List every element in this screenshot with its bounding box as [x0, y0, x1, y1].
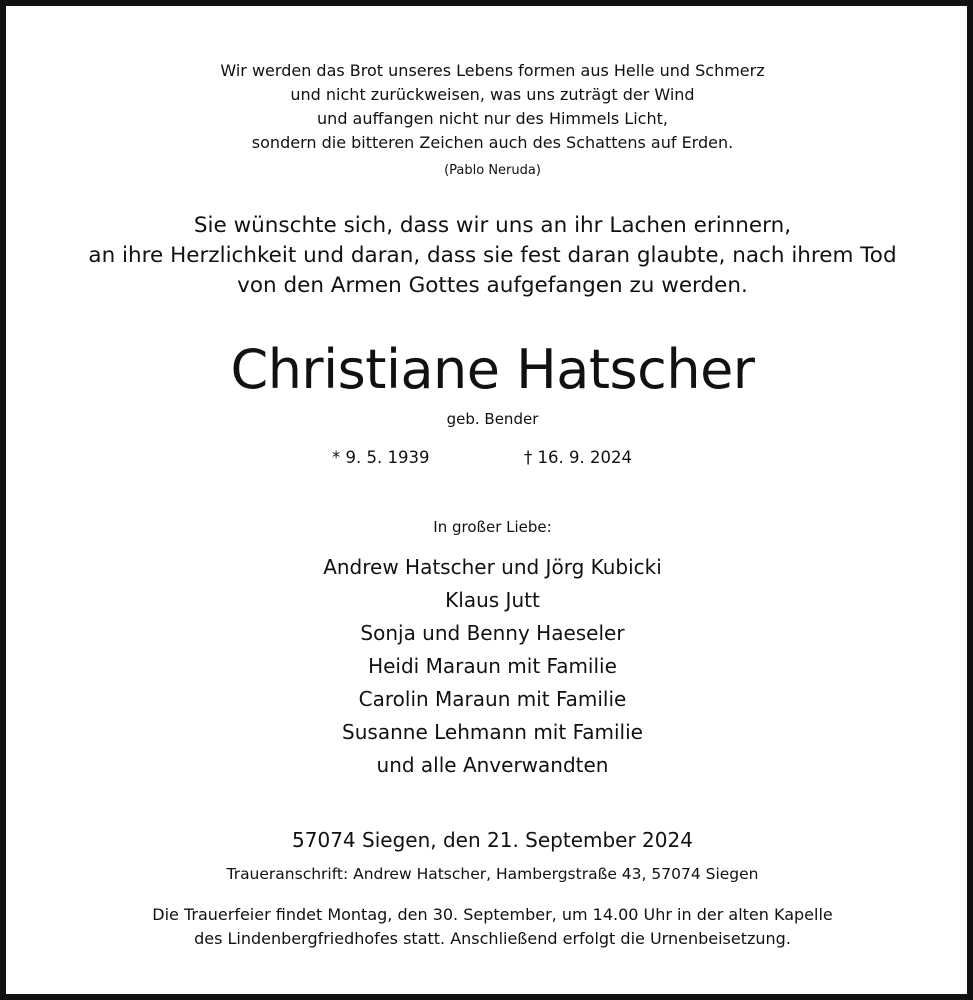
ceremony-line: Die Trauerfeier findet Montag, den 30. September, um 14.00 Uhr in der alten Kapelle [152, 905, 833, 924]
mourner-name: Sonja und Benny Haeseler [360, 621, 625, 645]
intro-line: an ihre Herzlichkeit und daran, dass sie fest daran glaubte, nach ihrem Tod [88, 243, 897, 268]
poem-line: sondern die bitteren Zeichen auch des Schattens auf Erden. [251, 133, 734, 152]
ceremony-line: des Lindenbergfriedhofes statt. Anschließend erfolgt die Urnenbeisetzung. [194, 929, 791, 948]
mourner-name: Andrew Hatscher und Jörg Kubicki [323, 555, 662, 579]
death-date: † 16. 9. 2024 [524, 448, 632, 467]
birth-name: geb. Bender [446, 410, 539, 428]
poem-line: und nicht zurückweisen, was uns zuträgt der Wind [290, 85, 695, 104]
birth-date: * 9. 5. 1939 [332, 448, 430, 467]
poem-line: und auffangen nicht nur des Himmels Licht, [317, 109, 668, 128]
intro-line: von den Armen Gottes aufgefangen zu werden. [237, 273, 748, 298]
mourning-address: Traueranschrift: Andrew Hatscher, Hambergstraße 43, 57074 Siegen [226, 865, 759, 883]
mourner-name: Klaus Jutt [445, 588, 540, 612]
mourner-name: Heidi Maraun mit Familie [368, 654, 617, 678]
poem-line: Wir werden das Brot unseres Lebens formen aus Helle und Schmerz [220, 61, 765, 80]
deceased-name: Christiane Hatscher [230, 338, 755, 401]
mourner-name: Susanne Lehmann mit Familie [342, 720, 643, 744]
mourner-name: Carolin Maraun mit Familie [358, 687, 627, 711]
mourner-name: und alle Anverwandten [376, 753, 609, 777]
intro-line: Sie wünschte sich, dass wir uns an ihr Lachen erinnern, [193, 213, 792, 238]
poem-author: (Pablo Neruda) [444, 163, 541, 178]
place-date: 57074 Siegen, den 21. September 2024 [292, 828, 693, 852]
mourners-heading: In großer Liebe: [433, 518, 552, 536]
